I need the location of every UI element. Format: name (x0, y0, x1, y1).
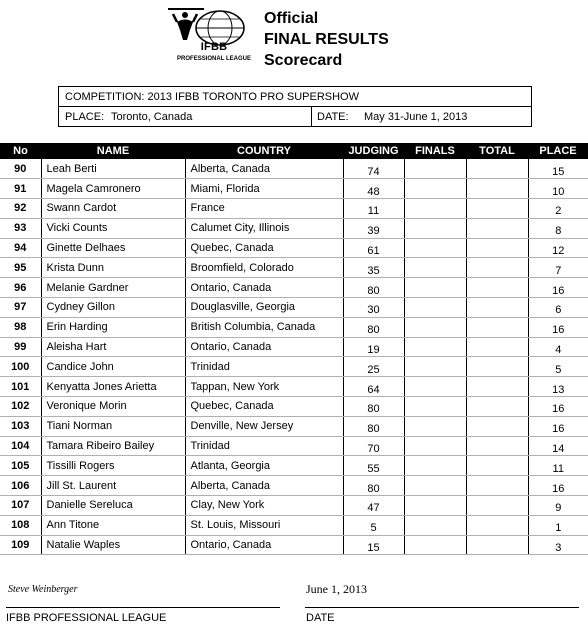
date-value: May 31-June 1, 2013 (364, 111, 468, 123)
total-score (466, 515, 528, 535)
competitor-name: Krista Dunn (41, 258, 185, 278)
competitor-number: 101 (0, 377, 41, 397)
competitor-number: 96 (0, 278, 41, 298)
competitor-name: Swann Cardot (41, 199, 185, 219)
judging-score: 64 (343, 377, 404, 397)
place-result: 16 (528, 317, 588, 337)
place-result: 4 (528, 337, 588, 357)
place-result: 14 (528, 436, 588, 456)
place-value: Toronto, Canada (111, 111, 193, 123)
competitor-number: 95 (0, 258, 41, 278)
total-score (466, 377, 528, 397)
column-header-no: No (0, 143, 41, 159)
info-divider (311, 107, 312, 127)
place-result: 6 (528, 298, 588, 318)
competitor-country: Ontario, Canada (185, 535, 343, 555)
total-score (466, 535, 528, 555)
finals-score (404, 238, 466, 258)
competitor-country: Quebec, Canada (185, 238, 343, 258)
competitor-country: Clay, New York (185, 496, 343, 516)
logo-text: IFBB (200, 41, 228, 53)
column-header-finals: FINALS (404, 143, 466, 159)
competitor-country: Trinidad (185, 357, 343, 377)
table-row (0, 159, 588, 179)
finals-score (404, 258, 466, 278)
date-line (305, 607, 579, 608)
table-row (0, 337, 588, 357)
total-score (466, 357, 528, 377)
finals-score (404, 496, 466, 516)
competitor-country: Broomfield, Colorado (185, 258, 343, 278)
competitor-name: Aleisha Hart (41, 337, 185, 357)
competitor-country: Calumet City, Illinois (185, 218, 343, 238)
competitor-name: Natalie Waples (41, 535, 185, 555)
place-result: 1 (528, 515, 588, 535)
competition-text: COMPETITION: 2013 IFBB TORONTO PRO SUPERSHOW (65, 91, 359, 103)
finals-score (404, 456, 466, 476)
total-score (466, 317, 528, 337)
table-row (0, 535, 588, 555)
total-score (466, 496, 528, 516)
place-result: 13 (528, 377, 588, 397)
competitor-number: 109 (0, 535, 41, 555)
judging-score: 39 (343, 218, 404, 238)
competitor-country: Atlanta, Georgia (185, 456, 343, 476)
competitor-number: 90 (0, 159, 41, 179)
date-label: DATE: (317, 111, 349, 123)
judging-score: 48 (343, 179, 404, 199)
place-result: 8 (528, 218, 588, 238)
place-result: 16 (528, 416, 588, 436)
competitor-name: Erin Harding (41, 317, 185, 337)
total-score (466, 278, 528, 298)
place-result: 12 (528, 238, 588, 258)
competitor-name: Melanie Gardner (41, 278, 185, 298)
finals-score (404, 535, 466, 555)
competitor-name: Vicki Counts (41, 218, 185, 238)
judging-score: 80 (343, 476, 404, 496)
total-score (466, 159, 528, 179)
title-line-official: Official (264, 10, 319, 27)
judging-score: 15 (343, 535, 404, 555)
judging-score: 47 (343, 496, 404, 516)
table-row (0, 199, 588, 219)
judging-score: 11 (343, 199, 404, 219)
competitor-number: 99 (0, 337, 41, 357)
competitor-name: Jill St. Laurent (41, 476, 185, 496)
finals-score (404, 159, 466, 179)
table-row (0, 456, 588, 476)
total-score (466, 416, 528, 436)
competitor-number: 91 (0, 179, 41, 199)
competitor-name: Tissilli Rogers (41, 456, 185, 476)
finals-score (404, 278, 466, 298)
judging-score: 25 (343, 357, 404, 377)
competitor-country: Alberta, Canada (185, 159, 343, 179)
finals-score (404, 476, 466, 496)
table-row (0, 278, 588, 298)
table-row (0, 218, 588, 238)
title-line-final-results: FINAL RESULTS (264, 31, 389, 48)
competitor-country: Douglasville, Georgia (185, 298, 343, 318)
place-result: 2 (528, 199, 588, 219)
logo-subtext: PROFESSIONAL LEAGUE (177, 56, 251, 62)
total-score (466, 258, 528, 278)
judging-score: 61 (343, 238, 404, 258)
place-result: 10 (528, 179, 588, 199)
signature-line (6, 607, 280, 608)
competitor-number: 93 (0, 218, 41, 238)
competitor-country: Alberta, Canada (185, 476, 343, 496)
competitor-name: Tamara Ribeiro Bailey (41, 436, 185, 456)
competitor-number: 100 (0, 357, 41, 377)
signed-date: June 1, 2013 (306, 582, 367, 596)
finals-score (404, 317, 466, 337)
competitor-name: Leah Berti (41, 159, 185, 179)
total-score (466, 337, 528, 357)
competitor-number: 97 (0, 298, 41, 318)
competitor-country: British Columbia, Canada (185, 317, 343, 337)
judging-score: 30 (343, 298, 404, 318)
finals-score (404, 515, 466, 535)
title-line-scorecard: Scorecard (264, 52, 343, 69)
competitor-country: Quebec, Canada (185, 397, 343, 417)
finals-score (404, 397, 466, 417)
place-result: 5 (528, 357, 588, 377)
competitor-name: Danielle Sereluca (41, 496, 185, 516)
total-score (466, 456, 528, 476)
competitor-country: Tappan, New York (185, 377, 343, 397)
judging-score: 19 (343, 337, 404, 357)
place-result: 11 (528, 456, 588, 476)
competitor-number: 103 (0, 416, 41, 436)
place-result: 16 (528, 278, 588, 298)
table-row (0, 476, 588, 496)
judging-score: 80 (343, 416, 404, 436)
table-row (0, 357, 588, 377)
finals-score (404, 218, 466, 238)
column-header-name: NAME (41, 143, 185, 159)
competitor-country: Miami, Florida (185, 179, 343, 199)
place-result: 15 (528, 159, 588, 179)
finals-score (404, 179, 466, 199)
competitor-number: 98 (0, 317, 41, 337)
table-row (0, 238, 588, 258)
finals-score (404, 298, 466, 318)
competitor-country: Ontario, Canada (185, 337, 343, 357)
place-result: 7 (528, 258, 588, 278)
competitor-name: Veronique Morin (41, 397, 185, 417)
column-header-country: COUNTRY (185, 143, 343, 159)
competitor-number: 106 (0, 476, 41, 496)
place-result: 16 (528, 397, 588, 417)
competitor-name: Cydney Gillon (41, 298, 185, 318)
competitor-country: Denville, New Jersey (185, 416, 343, 436)
judging-score: 80 (343, 278, 404, 298)
table-row (0, 416, 588, 436)
total-score (466, 397, 528, 417)
place-result: 16 (528, 476, 588, 496)
column-header-judging: JUDGING (343, 143, 404, 159)
judging-score: 70 (343, 436, 404, 456)
total-score (466, 199, 528, 219)
competitor-number: 102 (0, 397, 41, 417)
table-row (0, 515, 588, 535)
competitor-name: Kenyatta Jones Arietta (41, 377, 185, 397)
competitor-name: Ann Titone (41, 515, 185, 535)
page-title (264, 8, 389, 71)
finals-score (404, 199, 466, 219)
competitor-number: 94 (0, 238, 41, 258)
table-row (0, 377, 588, 397)
place-result: 9 (528, 496, 588, 516)
results-table-body (0, 159, 588, 555)
judging-score: 80 (343, 397, 404, 417)
competition-row (59, 87, 531, 107)
table-row (0, 298, 588, 318)
competitor-number: 108 (0, 515, 41, 535)
finals-score (404, 436, 466, 456)
finals-score (404, 416, 466, 436)
competitor-name: Tiani Norman (41, 416, 185, 436)
competitor-name: Magela Camronero (41, 179, 185, 199)
column-header-total: TOTAL (466, 143, 528, 159)
total-score (466, 436, 528, 456)
judging-score: 55 (343, 456, 404, 476)
total-score (466, 476, 528, 496)
league-label: IFBB PROFESSIONAL LEAGUE (6, 612, 167, 624)
date-footer-label: DATE (306, 612, 335, 624)
place-result: 3 (528, 535, 588, 555)
judging-score: 35 (343, 258, 404, 278)
signature: Steve Weinberger (8, 584, 78, 595)
finals-score (404, 357, 466, 377)
total-score (466, 298, 528, 318)
table-row (0, 179, 588, 199)
competitor-number: 104 (0, 436, 41, 456)
table-row (0, 258, 588, 278)
total-score (466, 238, 528, 258)
competitor-country: Trinidad (185, 436, 343, 456)
competitor-name: Candice John (41, 357, 185, 377)
competitor-country: St. Louis, Missouri (185, 515, 343, 535)
competitor-number: 105 (0, 456, 41, 476)
judging-score: 5 (343, 515, 404, 535)
finals-score (404, 337, 466, 357)
results-table (0, 143, 588, 555)
competitor-country: France (185, 199, 343, 219)
table-header-row (0, 143, 588, 159)
competition-info-box (58, 86, 532, 127)
total-score (466, 179, 528, 199)
place-label: PLACE: (65, 111, 105, 123)
judging-score: 74 (343, 159, 404, 179)
table-row (0, 397, 588, 417)
competitor-number: 92 (0, 199, 41, 219)
table-row (0, 496, 588, 516)
table-row (0, 436, 588, 456)
total-score (466, 218, 528, 238)
judging-score: 80 (343, 317, 404, 337)
competitor-country: Ontario, Canada (185, 278, 343, 298)
table-row (0, 317, 588, 337)
finals-score (404, 377, 466, 397)
competitor-number: 107 (0, 496, 41, 516)
competitor-name: Ginette Delhaes (41, 238, 185, 258)
column-header-place: PLACE (528, 143, 588, 159)
